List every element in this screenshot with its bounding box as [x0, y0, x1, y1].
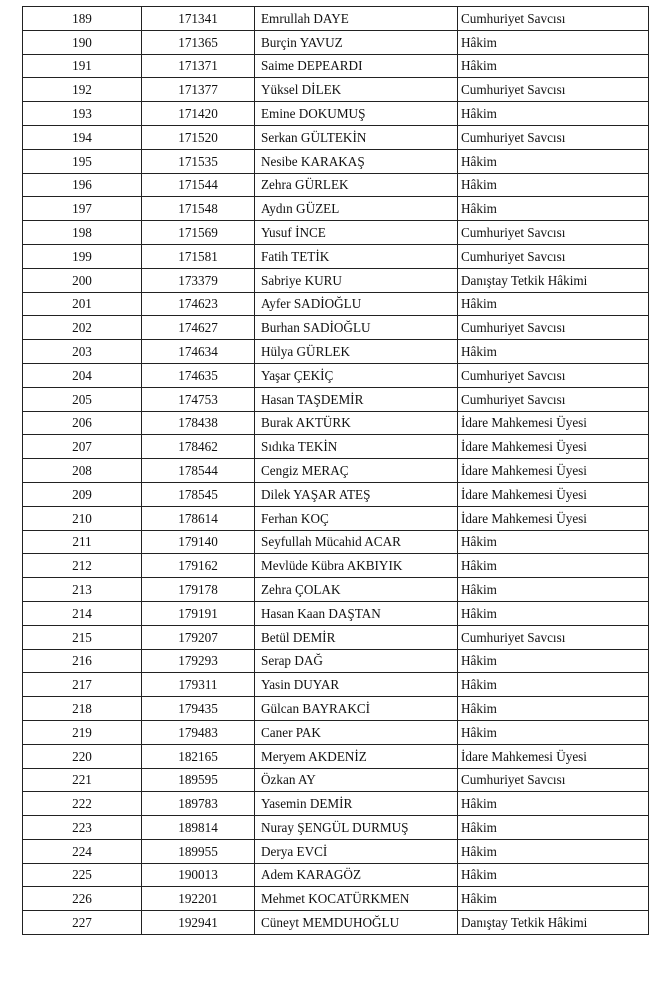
row-number-cell: 213 — [23, 578, 142, 602]
registry-number-cell: 171544 — [142, 173, 255, 197]
row-number-cell: 223 — [23, 816, 142, 840]
row-number-cell: 204 — [23, 363, 142, 387]
table-row — [23, 697, 649, 721]
row-number-cell: 205 — [23, 387, 142, 411]
row-number-cell: 217 — [23, 673, 142, 697]
row-number-cell: 197 — [23, 197, 142, 221]
row-number-cell: 209 — [23, 482, 142, 506]
full-name-cell: Gülcan BAYRAKCİ — [255, 697, 458, 721]
registry-number-cell: 189955 — [142, 839, 255, 863]
table-row — [23, 340, 649, 364]
full-name-cell: Serap DAĞ — [255, 649, 458, 673]
table-row — [23, 435, 649, 459]
table-row — [23, 30, 649, 54]
title-cell: Hâkim — [458, 887, 649, 911]
table-row — [23, 863, 649, 887]
title-cell: Cumhuriyet Savcısı — [458, 316, 649, 340]
row-number-cell: 191 — [23, 54, 142, 78]
row-number-cell: 199 — [23, 244, 142, 268]
full-name-cell: Caner PAK — [255, 720, 458, 744]
row-number-cell: 198 — [23, 221, 142, 245]
full-name-cell: Mehmet KOCATÜRKMEN — [255, 887, 458, 911]
row-number-cell: 192 — [23, 78, 142, 102]
table-row — [23, 292, 649, 316]
table-row — [23, 744, 649, 768]
full-name-cell: Seyfullah Mücahid ACAR — [255, 530, 458, 554]
table-row — [23, 125, 649, 149]
registry-number-cell: 189595 — [142, 768, 255, 792]
registry-number-cell: 189814 — [142, 816, 255, 840]
row-number-cell: 221 — [23, 768, 142, 792]
registry-number-cell: 179293 — [142, 649, 255, 673]
row-number-cell: 222 — [23, 792, 142, 816]
registry-number-cell: 171341 — [142, 7, 255, 31]
row-number-cell: 219 — [23, 720, 142, 744]
table-row — [23, 887, 649, 911]
full-name-cell: Hasan TAŞDEMİR — [255, 387, 458, 411]
full-name-cell: Mevlüde Kübra AKBIYIK — [255, 554, 458, 578]
title-cell: Hâkim — [458, 530, 649, 554]
title-cell: Hâkim — [458, 197, 649, 221]
registry-number-cell: 178545 — [142, 482, 255, 506]
row-number-cell: 196 — [23, 173, 142, 197]
full-name-cell: Ayfer SADİOĞLU — [255, 292, 458, 316]
registry-number-cell: 179207 — [142, 625, 255, 649]
row-number-cell: 226 — [23, 887, 142, 911]
full-name-cell: Fatih TETİK — [255, 244, 458, 268]
registry-number-cell: 192941 — [142, 911, 255, 935]
full-name-cell: Yaşar ÇEKİÇ — [255, 363, 458, 387]
row-number-cell: 195 — [23, 149, 142, 173]
row-number-cell: 189 — [23, 7, 142, 31]
registry-number-cell: 178462 — [142, 435, 255, 459]
registry-number-cell: 171377 — [142, 78, 255, 102]
full-name-cell: Saime DEPEARDI — [255, 54, 458, 78]
full-name-cell: Burhan SADİOĞLU — [255, 316, 458, 340]
registry-number-cell: 174623 — [142, 292, 255, 316]
row-number-cell: 227 — [23, 911, 142, 935]
title-cell: Hâkim — [458, 102, 649, 126]
registry-number-cell: 174753 — [142, 387, 255, 411]
full-name-cell: Ferhan KOÇ — [255, 506, 458, 530]
row-number-cell: 225 — [23, 863, 142, 887]
title-cell: Hâkim — [458, 54, 649, 78]
full-name-cell: Emrullah DAYE — [255, 7, 458, 31]
registry-number-cell: 171535 — [142, 149, 255, 173]
title-cell: Danıştay Tetkik Hâkimi — [458, 268, 649, 292]
table-row — [23, 816, 649, 840]
title-cell: Cumhuriyet Savcısı — [458, 244, 649, 268]
row-number-cell: 208 — [23, 459, 142, 483]
full-name-cell: Emine DOKUMUŞ — [255, 102, 458, 126]
table-row — [23, 173, 649, 197]
row-number-cell: 206 — [23, 411, 142, 435]
full-name-cell: Nuray ŞENGÜL DURMUŞ — [255, 816, 458, 840]
table-row — [23, 506, 649, 530]
registry-number-cell: 178438 — [142, 411, 255, 435]
title-cell: Hâkim — [458, 292, 649, 316]
table-row — [23, 363, 649, 387]
full-name-cell: Hasan Kaan DAŞTAN — [255, 601, 458, 625]
title-cell: Cumhuriyet Savcısı — [458, 387, 649, 411]
table-row — [23, 482, 649, 506]
registry-number-cell: 179140 — [142, 530, 255, 554]
personnel-table — [22, 6, 649, 935]
full-name-cell: Burak AKTÜRK — [255, 411, 458, 435]
row-number-cell: 202 — [23, 316, 142, 340]
title-cell: Cumhuriyet Savcısı — [458, 221, 649, 245]
full-name-cell: Betül DEMİR — [255, 625, 458, 649]
row-number-cell: 224 — [23, 839, 142, 863]
registry-number-cell: 171371 — [142, 54, 255, 78]
row-number-cell: 212 — [23, 554, 142, 578]
table-row — [23, 316, 649, 340]
row-number-cell: 190 — [23, 30, 142, 54]
title-cell: Danıştay Tetkik Hâkimi — [458, 911, 649, 935]
registry-number-cell: 182165 — [142, 744, 255, 768]
title-cell: Hâkim — [458, 839, 649, 863]
title-cell: Hâkim — [458, 673, 649, 697]
full-name-cell: Cengiz MERAÇ — [255, 459, 458, 483]
row-number-cell: 215 — [23, 625, 142, 649]
title-cell: Hâkim — [458, 173, 649, 197]
title-cell: Hâkim — [458, 578, 649, 602]
title-cell: Hâkim — [458, 863, 649, 887]
table-row — [23, 673, 649, 697]
title-cell: Cumhuriyet Savcısı — [458, 78, 649, 102]
table-row — [23, 839, 649, 863]
row-number-cell: 214 — [23, 601, 142, 625]
full-name-cell: Yusuf İNCE — [255, 221, 458, 245]
title-cell: İdare Mahkemesi Üyesi — [458, 506, 649, 530]
title-cell: Hâkim — [458, 149, 649, 173]
table-row — [23, 387, 649, 411]
table-row — [23, 554, 649, 578]
title-cell: Hâkim — [458, 697, 649, 721]
table-row — [23, 625, 649, 649]
row-number-cell: 203 — [23, 340, 142, 364]
full-name-cell: Aydın GÜZEL — [255, 197, 458, 221]
registry-number-cell: 192201 — [142, 887, 255, 911]
table-row — [23, 720, 649, 744]
full-name-cell: Burçin YAVUZ — [255, 30, 458, 54]
full-name-cell: Cüneyt MEMDUHOĞLU — [255, 911, 458, 935]
title-cell: Cumhuriyet Savcısı — [458, 625, 649, 649]
registry-number-cell: 179435 — [142, 697, 255, 721]
registry-number-cell: 174627 — [142, 316, 255, 340]
registry-number-cell: 173379 — [142, 268, 255, 292]
title-cell: Hâkim — [458, 340, 649, 364]
title-cell: Cumhuriyet Savcısı — [458, 768, 649, 792]
title-cell: Cumhuriyet Savcısı — [458, 125, 649, 149]
table-row — [23, 578, 649, 602]
title-cell: Cumhuriyet Savcısı — [458, 363, 649, 387]
title-cell: Hâkim — [458, 601, 649, 625]
registry-number-cell: 171520 — [142, 125, 255, 149]
registry-number-cell: 174635 — [142, 363, 255, 387]
full-name-cell: Zehra ÇOLAK — [255, 578, 458, 602]
registry-number-cell: 178544 — [142, 459, 255, 483]
full-name-cell: Nesibe KARAKAŞ — [255, 149, 458, 173]
full-name-cell: Yasin DUYAR — [255, 673, 458, 697]
title-cell: İdare Mahkemesi Üyesi — [458, 744, 649, 768]
registry-number-cell: 190013 — [142, 863, 255, 887]
table-row — [23, 768, 649, 792]
table-row — [23, 411, 649, 435]
table-row — [23, 649, 649, 673]
full-name-cell: Özkan AY — [255, 768, 458, 792]
title-cell: Hâkim — [458, 816, 649, 840]
table-row — [23, 911, 649, 935]
table-row — [23, 244, 649, 268]
full-name-cell: Sabriye KURU — [255, 268, 458, 292]
registry-number-cell: 171548 — [142, 197, 255, 221]
registry-number-cell: 179311 — [142, 673, 255, 697]
row-number-cell: 193 — [23, 102, 142, 126]
row-number-cell: 211 — [23, 530, 142, 554]
title-cell: Hâkim — [458, 792, 649, 816]
registry-number-cell: 189783 — [142, 792, 255, 816]
table-row — [23, 459, 649, 483]
row-number-cell: 201 — [23, 292, 142, 316]
table-row — [23, 102, 649, 126]
table-row — [23, 530, 649, 554]
table-row — [23, 221, 649, 245]
table-row — [23, 601, 649, 625]
registry-number-cell: 171365 — [142, 30, 255, 54]
registry-number-cell: 179162 — [142, 554, 255, 578]
table-row — [23, 792, 649, 816]
title-cell: Cumhuriyet Savcısı — [458, 7, 649, 31]
full-name-cell: Hülya GÜRLEK — [255, 340, 458, 364]
title-cell: Hâkim — [458, 30, 649, 54]
title-cell: İdare Mahkemesi Üyesi — [458, 435, 649, 459]
table-body — [23, 7, 649, 935]
registry-number-cell: 174634 — [142, 340, 255, 364]
row-number-cell: 210 — [23, 506, 142, 530]
title-cell: Hâkim — [458, 649, 649, 673]
row-number-cell: 207 — [23, 435, 142, 459]
full-name-cell: Meryem AKDENİZ — [255, 744, 458, 768]
registry-number-cell: 178614 — [142, 506, 255, 530]
registry-number-cell: 179483 — [142, 720, 255, 744]
full-name-cell: Serkan GÜLTEKİN — [255, 125, 458, 149]
full-name-cell: Adem KARAGÖZ — [255, 863, 458, 887]
full-name-cell: Derya EVCİ — [255, 839, 458, 863]
registry-number-cell: 171569 — [142, 221, 255, 245]
table-row — [23, 149, 649, 173]
registry-number-cell: 171420 — [142, 102, 255, 126]
registry-number-cell: 179191 — [142, 601, 255, 625]
table-row — [23, 7, 649, 31]
full-name-cell: Yüksel DİLEK — [255, 78, 458, 102]
full-name-cell: Sıdıka TEKİN — [255, 435, 458, 459]
row-number-cell: 218 — [23, 697, 142, 721]
title-cell: İdare Mahkemesi Üyesi — [458, 482, 649, 506]
row-number-cell: 200 — [23, 268, 142, 292]
title-cell: Hâkim — [458, 720, 649, 744]
full-name-cell: Zehra GÜRLEK — [255, 173, 458, 197]
row-number-cell: 194 — [23, 125, 142, 149]
title-cell: İdare Mahkemesi Üyesi — [458, 411, 649, 435]
title-cell: İdare Mahkemesi Üyesi — [458, 459, 649, 483]
title-cell: Hâkim — [458, 554, 649, 578]
row-number-cell: 220 — [23, 744, 142, 768]
table-row — [23, 268, 649, 292]
row-number-cell: 216 — [23, 649, 142, 673]
full-name-cell: Yasemin DEMİR — [255, 792, 458, 816]
full-name-cell: Dilek YAŞAR ATEŞ — [255, 482, 458, 506]
registry-number-cell: 179178 — [142, 578, 255, 602]
registry-number-cell: 171581 — [142, 244, 255, 268]
table-row — [23, 54, 649, 78]
table-row — [23, 197, 649, 221]
table-row — [23, 78, 649, 102]
